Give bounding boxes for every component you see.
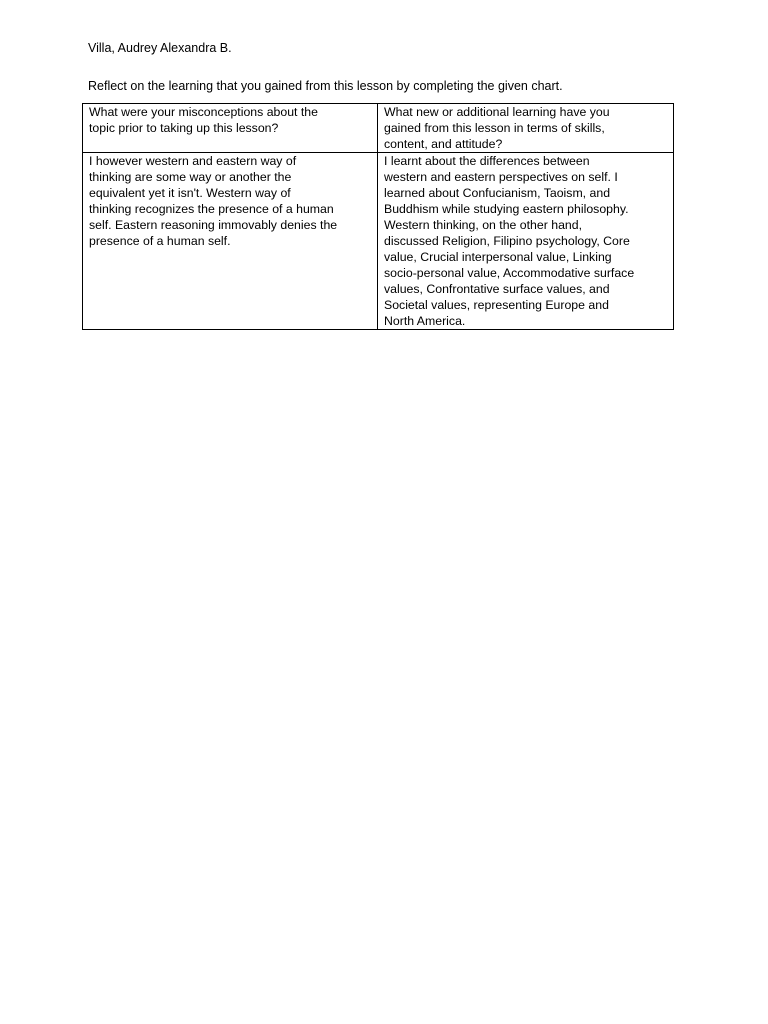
answer-line: equivalent yet it isn't. Western way of [89,186,291,200]
header-line: content, and attitude? [384,137,503,151]
answer-line: I learnt about the differences between [384,154,590,168]
header-line: topic prior to taking up this lesson? [89,121,279,135]
answer-line: value, Crucial interpersonal value, Linking [384,250,612,264]
answer-line: thinking recognizes the presence of a human [89,202,334,216]
answer-line: learned about Confucianism, Taoism, and [384,186,611,200]
author-name: Villa, Audrey Alexandra B. [88,41,232,55]
answer-line: thinking are some way or another the [89,170,292,184]
header-line: What were your misconceptions about the [89,105,318,119]
header-line: What new or additional learning have you [384,105,610,119]
misconceptions-answer [83,153,378,330]
new-learning-header [378,104,674,153]
answer-line: Western thinking, on the other hand, [384,218,583,232]
answer-line: I however western and eastern way of [89,154,297,168]
answer-line: discussed Religion, Filipino psychology, Core [384,234,630,248]
answer-line: western and eastern perspectives on self. I [384,170,618,184]
answer-line: North America. [384,314,466,328]
header-line: gained from this lesson in terms of skills, [384,121,605,135]
new-learning-answer [378,153,674,330]
chart-answer-row [83,153,674,330]
answer-line: presence of a human self. [89,234,231,248]
misconceptions-header [83,104,378,153]
chart-header-row [83,104,674,153]
answer-line: self. Eastern reasoning immovably denies the [89,218,338,232]
answer-line: Societal values, representing Europe and [384,298,609,312]
answer-line: values, Confrontative surface values, and [384,282,610,296]
answer-line: Buddhism while studying eastern philosophy. [384,202,629,216]
instruction-text: Reflect on the learning that you gained from this lesson by completing the given chart. [88,79,563,93]
reflection-chart [82,103,674,330]
answer-line: socio-personal value, Accommodative surface [384,266,635,280]
